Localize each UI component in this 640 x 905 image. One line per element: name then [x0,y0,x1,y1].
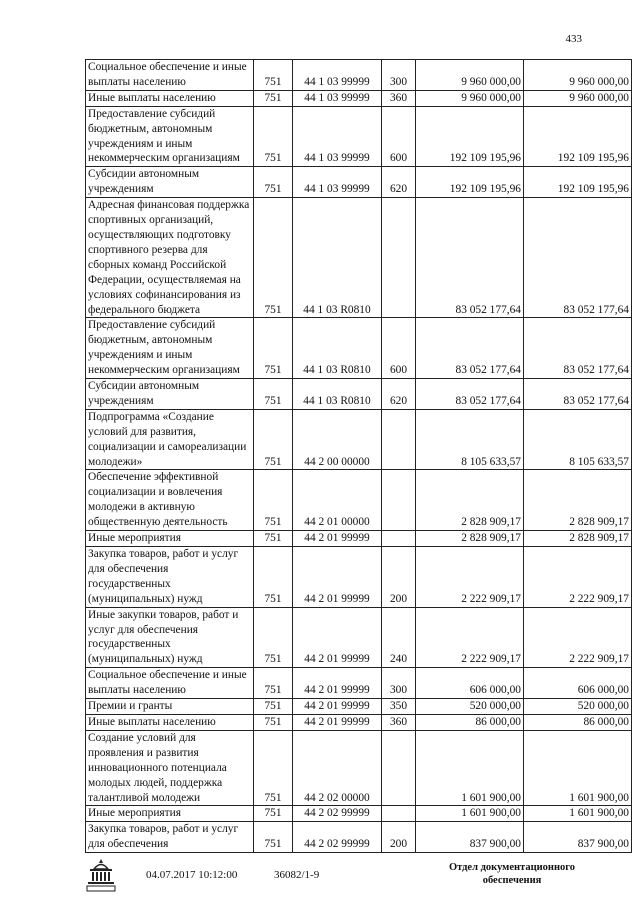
row-sum2-cell: 192 109 195,96 [524,106,632,167]
row-name-cell: Создание условий для проявления и развития инновационного потенциала молодых людей, поддержка талантливой молодежи [86,730,254,806]
table-row [86,198,632,318]
row-ved-cell: 751 [254,806,293,822]
budget-table [85,59,632,853]
row-vr-cell: 200 [382,822,416,853]
row-name-cell: Предоставление субсидий бюджетным, автономным учреждениям и иным некоммерческим организациям [86,318,254,379]
row-csr-cell: 44 2 02 00000 [293,730,382,806]
row-sum2-cell: 8 105 633,57 [524,409,632,470]
row-name-cell: Подпрограмма «Создание условий для развития, социализации и самореализации молодежи» [86,409,254,470]
row-sum1-cell: 9 960 000,00 [416,60,524,91]
row-csr-cell: 44 2 01 99999 [293,699,382,715]
table-row [86,167,632,198]
table-row [86,547,632,608]
row-name-cell: Субсидии автономным учреждениям [86,379,254,410]
row-ved-cell: 751 [254,106,293,167]
table-row [86,668,632,699]
row-ved-cell: 751 [254,547,293,608]
page-number: 433 [565,33,582,45]
row-ved-cell: 751 [254,318,293,379]
row-ved-cell: 751 [254,822,293,853]
row-sum2-cell: 2 222 909,17 [524,607,632,668]
row-vr-cell: 620 [382,379,416,410]
row-name-cell: Обеспечение эффективной социализации и вовлечения молодежи в активную общественную деятельность [86,470,254,531]
row-csr-cell: 44 1 03 R0810 [293,318,382,379]
row-csr-cell: 44 2 01 99999 [293,607,382,668]
row-sum1-cell: 83 052 177,64 [416,318,524,379]
table-row [86,90,632,106]
row-vr-cell [382,198,416,318]
row-sum1-cell: 2 222 909,17 [416,547,524,608]
row-sum1-cell: 2 828 909,17 [416,531,524,547]
row-vr-cell: 600 [382,318,416,379]
row-sum1-cell: 837 900,00 [416,822,524,853]
footer-department [432,861,592,887]
table-row [86,318,632,379]
row-csr-cell: 44 1 03 99999 [293,167,382,198]
table-row [86,60,632,91]
row-csr-cell: 44 2 02 99999 [293,806,382,822]
row-sum2-cell: 83 052 177,64 [524,379,632,410]
table-row [86,106,632,167]
table-row [86,714,632,730]
row-name-cell: Социальное обеспечение и иные выплаты населению [86,60,254,91]
row-ved-cell: 751 [254,167,293,198]
row-csr-cell: 44 1 03 99999 [293,60,382,91]
row-sum1-cell: 8 105 633,57 [416,409,524,470]
row-ved-cell: 751 [254,531,293,547]
row-vr-cell: 620 [382,167,416,198]
row-name-cell: Иные выплаты населению [86,90,254,106]
row-sum2-cell: 83 052 177,64 [524,198,632,318]
row-vr-cell [382,409,416,470]
row-sum2-cell: 520 000,00 [524,699,632,715]
row-sum1-cell: 1 601 900,00 [416,806,524,822]
row-sum2-cell: 192 109 195,96 [524,167,632,198]
row-sum1-cell: 192 109 195,96 [416,167,524,198]
row-csr-cell: 44 2 01 99999 [293,668,382,699]
row-sum1-cell: 192 109 195,96 [416,106,524,167]
row-csr-cell: 44 2 01 99999 [293,714,382,730]
row-name-cell: Иные закупки товаров, работ и услуг для обеспечения государственных (муниципальных) нужд [86,607,254,668]
row-sum1-cell: 1 601 900,00 [416,730,524,806]
row-ved-cell: 751 [254,198,293,318]
row-name-cell: Иные выплаты населению [86,714,254,730]
row-csr-cell: 44 1 03 R0810 [293,379,382,410]
row-ved-cell: 751 [254,90,293,106]
row-name-cell: Закупка товаров, работ и услуг для обеспечения государственных (муниципальных) нужд [86,547,254,608]
footer-department-line1: Отдел документационного [448,862,576,873]
table-row [86,699,632,715]
row-sum2-cell: 2 828 909,17 [524,470,632,531]
row-sum1-cell: 83 052 177,64 [416,198,524,318]
row-vr-cell: 360 [382,90,416,106]
row-name-cell: Социальное обеспечение и иные выплаты населению [86,668,254,699]
row-ved-cell: 751 [254,470,293,531]
row-name-cell: Адресная финансовая поддержка спортивных организаций, осуществляющих подготовку спортивного резерва для сборных команд Российской Федерации, осуществляемая на условиях софинансирования из федерального бюджета [86,198,254,318]
row-csr-cell: 44 2 00 00000 [293,409,382,470]
row-name-cell: Премии и гранты [86,699,254,715]
row-name-cell: Предоставление субсидий бюджетным, автономным учреждениям и иным некоммерческим организациям [86,106,254,167]
row-vr-cell: 300 [382,668,416,699]
row-ved-cell: 751 [254,668,293,699]
row-sum1-cell: 2 222 909,17 [416,607,524,668]
row-sum2-cell: 9 960 000,00 [524,90,632,106]
row-sum2-cell: 86 000,00 [524,714,632,730]
row-ved-cell: 751 [254,607,293,668]
row-csr-cell: 44 1 03 R0810 [293,198,382,318]
row-ved-cell: 751 [254,379,293,410]
table-row [86,806,632,822]
row-vr-cell: 350 [382,699,416,715]
table-row [86,379,632,410]
row-sum2-cell: 9 960 000,00 [524,60,632,91]
row-name-cell: Иные мероприятия [86,806,254,822]
row-vr-cell: 300 [382,60,416,91]
row-sum2-cell: 2 222 909,17 [524,547,632,608]
row-ved-cell: 751 [254,409,293,470]
footer-date: 04.07.2017 10:12:00 [146,869,238,881]
row-vr-cell [382,531,416,547]
page-footer [0,857,640,897]
footer-department-line2: обеспечения [482,875,542,886]
row-name-cell: Иные мероприятия [86,531,254,547]
row-sum2-cell: 2 828 909,17 [524,531,632,547]
row-vr-cell: 200 [382,547,416,608]
footer-document-number: 36082/1-9 [274,869,320,881]
row-ved-cell: 751 [254,60,293,91]
table-row [86,470,632,531]
row-csr-cell: 44 1 03 99999 [293,106,382,167]
row-vr-cell: 360 [382,714,416,730]
row-sum1-cell: 606 000,00 [416,668,524,699]
row-sum2-cell: 1 601 900,00 [524,730,632,806]
row-ved-cell: 751 [254,714,293,730]
row-sum1-cell: 520 000,00 [416,699,524,715]
row-csr-cell: 44 2 01 99999 [293,547,382,608]
row-name-cell: Субсидии автономным учреждениям [86,167,254,198]
table-row [86,531,632,547]
table-row [86,730,632,806]
row-vr-cell [382,806,416,822]
row-sum2-cell: 837 900,00 [524,822,632,853]
row-csr-cell: 44 2 01 00000 [293,470,382,531]
table-row [86,822,632,853]
budget-table-body [86,60,632,853]
row-vr-cell [382,730,416,806]
row-csr-cell: 44 2 01 99999 [293,531,382,547]
row-sum2-cell: 83 052 177,64 [524,318,632,379]
row-vr-cell [382,470,416,531]
table-row [86,607,632,668]
row-sum1-cell: 86 000,00 [416,714,524,730]
row-vr-cell: 240 [382,607,416,668]
row-sum1-cell: 2 828 909,17 [416,470,524,531]
row-csr-cell: 44 2 02 99999 [293,822,382,853]
row-vr-cell: 600 [382,106,416,167]
row-ved-cell: 751 [254,730,293,806]
row-sum2-cell: 606 000,00 [524,668,632,699]
row-ved-cell: 751 [254,699,293,715]
duma-building-logo-icon [84,857,118,893]
row-name-cell: Закупка товаров, работ и услуг для обеспечения [86,822,254,853]
row-sum1-cell: 9 960 000,00 [416,90,524,106]
row-sum2-cell: 1 601 900,00 [524,806,632,822]
table-row [86,409,632,470]
row-sum1-cell: 83 052 177,64 [416,379,524,410]
row-csr-cell: 44 1 03 99999 [293,90,382,106]
